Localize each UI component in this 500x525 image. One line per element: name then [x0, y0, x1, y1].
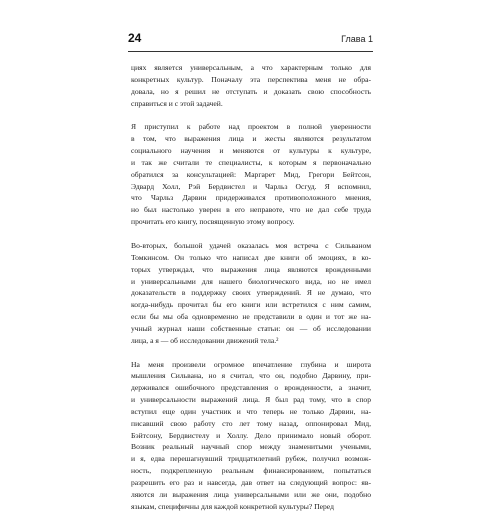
paragraph	[131, 240, 371, 347]
text-line: вступил еще один участник и что теперь не только Дарвин, на-	[131, 406, 371, 416]
paragraph	[131, 359, 371, 513]
text-line: и я, едва перешагнувший тридцатилетний рубеж, получил возмож-	[131, 454, 371, 464]
paragraph	[131, 121, 371, 228]
text-line: прочитать его книгу, посвященную этому вопросу.	[131, 217, 295, 227]
text-line: и универсальности выражений лица. Я был рад тому, что в спор	[131, 395, 371, 405]
text-line: мышления Сильвана, но я считал, что он, подобно Дарвину, при-	[131, 371, 371, 381]
text-line: Томкинсом. Он только что написал две книги об эмоциях, в ко-	[131, 252, 371, 262]
text-line: На меня произвели огромное впечатление глубина и широта	[131, 359, 371, 369]
text-line: в том, что выражения лица и жесты являются результатом	[131, 134, 371, 144]
text-line: и универсальными для нашего биологического вида, но не имел	[131, 276, 371, 286]
text-line: если бы мы оба одновременно не представили в один и тот же на-	[131, 312, 371, 322]
text-line: Эдвард Холл, Рэй Бердвистел и Чарльз Осгуд. Я вспомнил,	[131, 181, 371, 191]
chapter-title: Глава 1	[341, 34, 373, 44]
text-line: ляются ли выражения лица универсальными или же они, подобно	[131, 489, 371, 499]
text-line: циях является универсальным, а что характерным только для	[131, 63, 371, 72]
text-line: но был настолько уверен в его неправоте, что не дал себе труда	[131, 205, 371, 215]
text-line: Бэйтсону, Бердвистелу и Холлу. Дело принимало новый оборот.	[131, 430, 371, 440]
text-line: справиться и с этой задачей.	[131, 98, 223, 108]
paragraph	[131, 62, 371, 109]
text-line: доказательств в поддержку своих утверждений. Я не думаю, что	[131, 288, 371, 298]
text-line: довала, но я решил не отступать и доказать свою способность	[131, 86, 371, 96]
text-line: Я приступил к работе над проектом в полной уверенности	[131, 122, 371, 132]
running-header	[128, 31, 373, 49]
text-line: обратился за консультацией: Маргарет Мид, Грегори Бейтсон,	[131, 169, 371, 179]
text-line: торых утверждал, что выражения лица являются врожденными	[131, 264, 371, 274]
text-line: социального научения и меняются от культуры к культуре,	[131, 146, 371, 156]
text-line: ность, подкрепленную реальным финансированием, попытаться	[131, 466, 371, 476]
body-text	[131, 62, 371, 525]
text-line: конкретных культур. Поначалу эта перспектива меня не обра-	[131, 74, 371, 84]
text-line: Во-вторых, большой удачей оказалась моя встреча с Сильваном	[131, 240, 371, 250]
text-line: Возник реальный научный спор между знаменитыми учеными,	[131, 442, 371, 452]
text-line: держивался ошибочного представления о врожденности, а значит,	[131, 383, 371, 393]
text-line: лица, а я — об исследовании движений тела.²	[131, 335, 279, 345]
page-number: 24	[128, 31, 142, 45]
text-line: когда-нибудь прочитал бы его книги или встретился с ним самим,	[131, 300, 371, 310]
text-line: разрешить его раз и навсегда, дав ответ на следующий вопрос: яв-	[131, 478, 371, 487]
text-line: и так же считали те специалисты, к которым я первоначально	[131, 157, 371, 167]
text-line: писавший свою работу сто лет тому назад, оппонировал Мид,	[131, 418, 371, 428]
text-line: учный журнал наши собственные статьи: он — об исследовании	[131, 323, 371, 333]
text-line: языкам, специфичны для каждой конкретной культуры? Перед	[131, 501, 334, 511]
text-line: что Чарльз Дарвин придерживался противоположного мнения,	[131, 193, 371, 203]
header-rule	[128, 51, 373, 52]
